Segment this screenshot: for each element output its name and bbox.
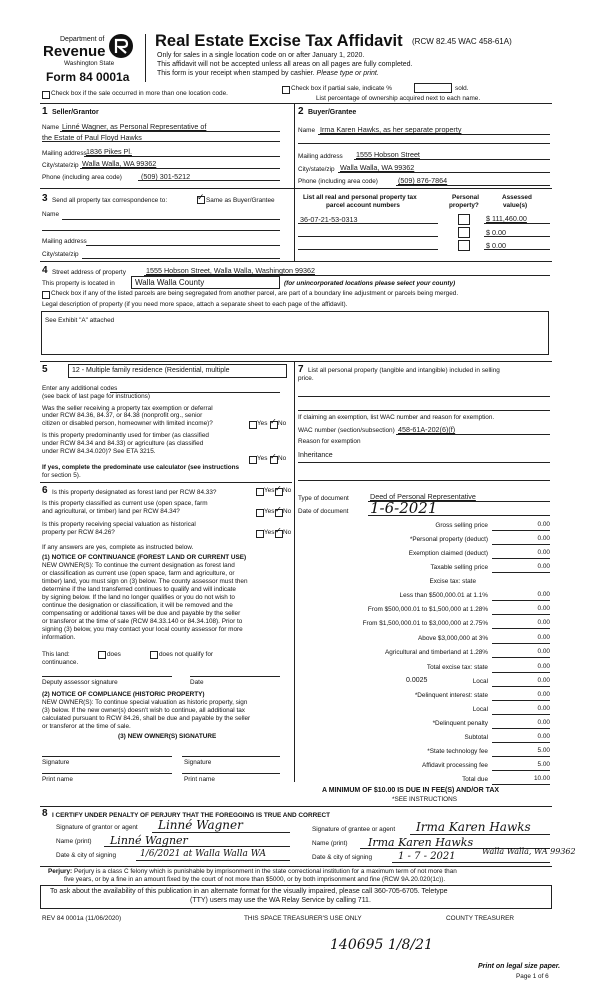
q-forest-no-check-icon: ✓ — [275, 484, 282, 493]
tax-agri-value[interactable]: 0.00 — [537, 648, 550, 655]
notice-continuance-l5: by signing below. If the land no longer qualifies or you do not wish to — [42, 594, 235, 601]
grantor-date-value[interactable]: 1/6/2021 at Walla Walla WA — [140, 849, 267, 859]
county-treasurer-label: COUNTY TREASURER — [446, 915, 514, 922]
q-exemption-2: under RCW 84.36, 84.37, or 84.38 (nonprofit org., senior — [42, 412, 203, 419]
land-does-not-label: does not qualify for — [159, 651, 213, 658]
q-historic-2: property per RCW 84.26? — [42, 529, 115, 536]
q-timber-3: under RCW 84.34.020)? See ETA 3215. — [42, 448, 156, 455]
q-timber-2: under RCW 84.34 and 84.33) or agriculture (as classified — [42, 440, 204, 447]
tax-tier2-label: From $500,000.01 to $1,500,000 at 1.28% — [367, 606, 488, 613]
land-does-checkbox[interactable] — [98, 651, 106, 659]
doc-date-label: Date of document — [298, 508, 349, 515]
parcel-header-1: List all real and personal property tax — [303, 194, 417, 201]
legal-paper-note: Print on legal size paper. — [478, 963, 561, 970]
new-owner-sig-title: (3) NEW OWNER(S) SIGNATURE — [118, 733, 217, 740]
grantee-sig-label: Signature of grantee or agent — [312, 826, 396, 833]
form-rcw: (RCW 82.45 WAC 458-61A) — [412, 37, 512, 46]
grantor-name-value[interactable]: Linné Wagner — [110, 834, 188, 847]
tax-tier3-value[interactable]: 0.00 — [537, 619, 550, 626]
notice-continuance-l3: timber) land, you must sign on (3) below. The county assessor must then — [42, 578, 248, 585]
tax-delinq-int-local-value[interactable]: 0.00 — [537, 705, 550, 712]
seller-mail-label: Mailing address — [42, 150, 87, 157]
q-timber-yes-checkbox[interactable] — [249, 456, 257, 464]
notice-continuance-l4: determine if the land transferred continues to qualify and will indicate — [42, 586, 236, 593]
same-as-buyer-label: Same as Buyer/Grantee — [206, 197, 275, 204]
certify-statement: I CERTIFY UNDER PENALTY OF PERJURY THAT THE FOREGOING IS TRUE AND CORRECT — [52, 812, 331, 819]
seller-phone-value[interactable]: (509) 301-5212 — [141, 172, 191, 181]
street-label: Street address of property — [52, 269, 126, 276]
grantee-city-value[interactable]: Walla Walla, WA 99362 — [482, 847, 576, 856]
notice-continuance-l7: compensating or additional taxes will be due and payable by the seller — [42, 610, 241, 617]
new-owner-print-label-2: Print name — [184, 776, 215, 783]
doc-type-label: Type of document — [298, 495, 349, 502]
grantor-name-label: Name (print) — [56, 838, 92, 845]
section1-number: 1 — [42, 106, 48, 117]
notice-historic-l3: calculated pursuant to RCW 84.26, shall be due and payable by the seller — [42, 715, 251, 722]
tax-gross-label: Gross selling price — [435, 522, 488, 529]
dept-label: Department of — [60, 36, 105, 43]
notice-continuance-l2: or classification as current use (open space, farm and agriculture, or — [42, 570, 235, 577]
tax-personal-value[interactable]: 0.00 — [537, 535, 550, 542]
grantee-name-value[interactable]: Irma Karen Hawks — [368, 836, 474, 849]
q-exemption-no-check-icon: ✓ — [270, 417, 277, 426]
buyer-name-label: Name — [298, 127, 316, 134]
tax-personal-label: *Personal property (deduct) — [409, 536, 488, 543]
q-timber-yes-label: Yes — [257, 455, 268, 462]
legal-desc-textarea[interactable]: See Exhibit "A" attached — [41, 311, 549, 355]
parcel-header-2: Personal — [452, 194, 479, 201]
tax-local-label: Local — [472, 678, 488, 685]
if-yes-note: If any answers are yes, complete as instructed below. — [42, 544, 194, 551]
q-current-use-2: and agricultural, or timber) land per RCW 84.34? — [42, 508, 180, 515]
tax-subtotal-value[interactable]: 0.00 — [537, 733, 550, 740]
q-exemption-yes-checkbox[interactable] — [249, 421, 257, 429]
tax-taxable-value[interactable]: 0.00 — [537, 563, 550, 570]
tax-delinq-int-state-label: *Delinquent interest: state — [414, 692, 488, 699]
segregated-label: Check box if any of the listed parcels are being segregated from another parcel, are part of a boundary line adjustment or parcels being merged. — [51, 290, 459, 297]
personal-property-label: List all personal property (tangible and intangible) included in selling — [308, 367, 500, 374]
tax-exemption-label: Exemption claimed (deduct) — [408, 550, 488, 557]
exemption-note: If claiming an exemption, list WAC number and reason for exemption. — [298, 414, 495, 421]
rev-number: REV 84 0001a (11/06/2020) — [42, 915, 122, 922]
seller-city-label: City/state/zip — [42, 162, 79, 169]
notice-continuance-title: (1) NOTICE OF CONTINUANCE (FOREST LAND OR CURRENT USE) — [42, 554, 247, 561]
doc-type-value[interactable]: Deed of Personal Representative — [370, 492, 476, 501]
tax-gross-value[interactable]: 0.00 — [537, 521, 550, 528]
perjury-label: Perjury: — [48, 868, 73, 875]
minimum-due-note: A MINIMUM OF $10.00 IS DUE IN FEE(S) AND/OR TAX — [322, 787, 500, 794]
tax-tier1-value[interactable]: 0.00 — [537, 591, 550, 598]
notice-historic-title: (2) NOTICE OF COMPLIANCE (HISTORIC PROPERTY) — [42, 691, 205, 698]
q-current-use-no-check-icon: ✓ — [275, 505, 282, 514]
street-value[interactable]: 1555 Hobson Street, Walla Walla, Washington 99362 — [146, 266, 315, 275]
buyer-name-value[interactable]: Irma Karen Hawks, as her separate property — [320, 125, 462, 134]
parcel-row-1-personal-checkbox[interactable] — [458, 214, 470, 225]
header-line3-italic: Please type or print. — [316, 70, 379, 77]
deputy-date-label: Date — [190, 679, 204, 686]
wac-label: WAC number (section/subsection) — [298, 427, 395, 434]
located-label: This property is located in — [42, 280, 115, 287]
tax-tech-fee-label: *State technology fee — [427, 748, 488, 755]
parcel-header-3b: value(s) — [503, 202, 528, 209]
notice-historic-l1: NEW OWNER(S): To continue special valuation as historic property, sign — [42, 699, 248, 706]
q-forest: Is this property designated as forest land per RCW 84.33? — [52, 489, 217, 496]
new-owner-print-label-1: Print name — [42, 776, 73, 783]
notice-continuance-l6: continue the designation or classification, it will be removed and the — [42, 602, 233, 609]
q-current-use-yes-label: Yes — [264, 508, 275, 515]
tax-processing-fee-label: Affidavit processing fee — [422, 762, 488, 769]
form-title: Real Estate Excise Tax Affidavit — [155, 32, 403, 50]
partial-sale-checkbox[interactable] — [282, 86, 290, 94]
same-as-buyer-check-icon: ✓ — [197, 192, 205, 202]
section5-number: 5 — [42, 364, 48, 375]
seller-phone-label: Phone (including area code) — [42, 174, 122, 181]
q-historic-yes-label: Yes — [264, 529, 275, 536]
section3-number: 3 — [42, 193, 48, 204]
seller-name-label: Name — [42, 124, 60, 131]
treasurer-only-label: THIS SPACE TREASURER'S USE ONLY — [244, 915, 362, 922]
multi-location-label: Check box if the sale occurred in more than one location code. — [51, 90, 228, 97]
corr-mail-label: Mailing address — [42, 238, 87, 245]
section8-number: 8 — [42, 808, 48, 819]
seller-name-value-2[interactable]: the Estate of Paul Floyd Hawks — [42, 133, 142, 142]
q-exemption-no-label: No — [278, 420, 287, 427]
tax-taxable-label: Taxable selling price — [430, 564, 488, 571]
see-instructions-note: *SEE INSTRUCTIONS — [392, 796, 457, 803]
personal-property-label-2: price. — [298, 375, 314, 382]
tax-delinq-int-state-value[interactable]: 0.00 — [537, 691, 550, 698]
new-owner-sig-label-1: Signature — [42, 759, 70, 766]
q-historic-yes-checkbox[interactable] — [256, 530, 264, 538]
tax-local-value[interactable]: 0.00 — [537, 677, 550, 684]
parcel-row-1-acct[interactable]: 36-07-21-53-0313 — [300, 215, 358, 224]
see-back-note: (see back of last page for instructions) — [42, 393, 150, 400]
legal-desc-label: Legal description of property (if you need more space, attach a separate sheet to each page of the affidavit). — [42, 301, 348, 308]
segregated-checkbox[interactable] — [42, 291, 50, 299]
buyer-phone-label: Phone (including area code) — [298, 178, 378, 185]
tax-excise-state-label: Excise tax: state — [429, 578, 476, 585]
tax-processing-fee-value[interactable]: 5.00 — [537, 761, 550, 768]
tax-tech-fee-value[interactable]: 5.00 — [537, 747, 550, 754]
parcel-header-2b: property? — [449, 202, 479, 209]
q-timber-no-label: No — [278, 455, 287, 462]
notice-continuance-l9: signing (3) below, you may contact your local county assessor for more — [42, 626, 243, 633]
multi-location-checkbox[interactable] — [42, 91, 50, 99]
ownership-note: List percentage of ownership acquired next to each name. — [316, 95, 481, 102]
tax-tier4-label: Above $3,000,000 at 3% — [418, 635, 488, 642]
section2-title: Buyer/Grantee — [308, 109, 357, 116]
section1-title: Seller/Grantor — [52, 109, 99, 116]
perjury-text: Perjury is a class C felony which is punishable by imprisonment in the state correctional institution for a maximum term of not more than — [73, 868, 457, 875]
q-forest-no-label: No — [283, 487, 292, 494]
form-number: Form 84 0001a — [46, 70, 130, 84]
land-does-label: does — [107, 651, 121, 658]
tax-tier3-label: From $1,500,000.01 to $3,000,000 at 2.75% — [362, 620, 488, 627]
section2-number: 2 — [298, 106, 304, 117]
tax-total-state-label: Total excise tax: state — [426, 664, 488, 671]
additional-codes-label: Enter any additional codes — [42, 385, 118, 392]
header-line1: Only for sales in a single location code on or after January 1, 2020. — [157, 52, 365, 59]
notice-historic-l2: (3) below. If the new owner(s) doesn't wish to continue, all additional tax — [42, 707, 245, 714]
buyer-city-label: City/state/zip — [298, 166, 335, 173]
partial-sale-label: Check box if partial sale, indicate % — [291, 85, 392, 92]
treasurer-stamp: 140695 1/8/21 — [330, 937, 433, 953]
tax-total-state-value[interactable]: 0.00 — [537, 663, 550, 670]
continuance-label: continuance. — [42, 659, 79, 666]
reason-value[interactable]: Inheritance — [298, 452, 333, 459]
q-timber-no-check-icon: ✓ — [270, 452, 277, 461]
tax-local-rate: 0.0025 — [406, 677, 428, 684]
tax-delinq-penalty-value[interactable]: 0.00 — [537, 719, 550, 726]
q-historic-1: Is this property receiving special valuation as historical — [42, 521, 196, 528]
corr-name-label: Name — [42, 211, 60, 218]
buyer-city-value[interactable]: Walla Walla, WA 99362 — [340, 163, 415, 172]
grantee-name-label: Name (print) — [312, 840, 348, 847]
county-select[interactable]: Walla Walla County — [131, 276, 280, 289]
perjury-text-2: five years, or by a fine in an amount fixed by the court of not more than $5000, or by both imprisonment and fine (RCW 9A.20.020(1c)). — [64, 876, 446, 883]
partial-sale-sold: sold. — [455, 85, 469, 92]
buyer-phone-value[interactable]: (509) 876-7864 — [398, 176, 448, 185]
q-exemption-1: Was the seller receiving a property tax exemption or deferral — [42, 405, 213, 412]
tax-delinq-penalty-label: *Delinquent penalty — [432, 720, 488, 727]
q-timber-5: for section 5). — [42, 472, 81, 479]
grantor-date-label: Date & city of signing — [56, 852, 117, 859]
tax-total-due-label: Total due — [462, 776, 488, 783]
parcel-row-1-value[interactable]: $ 111,460.00 — [486, 214, 527, 223]
seller-city-value[interactable]: Walla Walla, WA 99362 — [82, 159, 157, 168]
buyer-mail-label: Mailing address — [298, 153, 343, 160]
q-current-use-1: Is this property classified as current use (open space, farm — [42, 500, 208, 507]
q-current-use-yes-checkbox[interactable] — [256, 509, 264, 517]
notice-historic-l4: or transferor at the time of sale. — [42, 723, 131, 730]
grantee-date-value[interactable]: 1 - 7 - 2021 — [398, 851, 456, 862]
doc-date-value[interactable]: 1-6-2021 — [370, 499, 438, 517]
deputy-assessor-label: Deputy assessor signature — [42, 679, 118, 686]
new-owner-sig-label-2: Signature — [184, 759, 212, 766]
grantor-signature[interactable]: Linné Wagner — [158, 818, 243, 832]
q-historic-no-label: No — [283, 529, 292, 536]
seller-mail-value[interactable]: 1836 Pikes Pl. — [86, 147, 132, 156]
tax-agri-label: Agricultural and timberland at 1.28% — [384, 649, 488, 656]
q-forest-yes-label: Yes — [264, 487, 275, 494]
section3-text: Send all property tax correspondence to: — [52, 197, 168, 204]
page-number: Page 1 of 6 — [516, 973, 549, 980]
land-use-code-select[interactable]: 12 - Multiple family residence (Residential, multiple — [68, 364, 287, 378]
section7-number: 7 — [298, 364, 304, 375]
seller-name-value[interactable]: Linné Wagner, as Personal Representative of — [62, 122, 207, 131]
q-exemption-yes-label: Yes — [257, 420, 268, 427]
this-land-label: This land: — [42, 651, 70, 658]
buyer-mail-value[interactable]: 1555 Hobson Street — [356, 150, 420, 159]
parcel-row-2-value[interactable]: $ 0.00 — [486, 228, 506, 237]
q-timber-4: If yes, complete the predominate use calculator (see instructions — [42, 464, 240, 471]
notice-continuance-l8: or transferor at the time of sale (RCW 84.33.140 or 84.34.108). Prior to — [42, 618, 243, 625]
accessibility-text-2: (TTY) users may use the WA Relay Service by calling 711. — [190, 897, 371, 904]
notice-continuance-l10: information. — [42, 634, 76, 641]
dept-state: Washington State — [64, 60, 115, 67]
q-forest-yes-checkbox[interactable] — [256, 488, 264, 496]
wac-value[interactable]: 458-61A-202(6)(f) — [398, 425, 456, 434]
tax-tier4-value[interactable]: 0.00 — [537, 634, 550, 641]
grantor-sig-label: Signature of grantor or agent — [56, 824, 138, 831]
land-does-not-checkbox[interactable] — [150, 651, 158, 659]
q-current-use-no-label: No — [283, 508, 292, 515]
q-historic-no-check-icon: ✓ — [275, 526, 282, 535]
tax-tier1-label: Less than $500,000.01 at 1.1% — [399, 592, 488, 599]
tax-total-due-value[interactable]: 10.00 — [534, 775, 550, 782]
header-line2: This affidavit will not be accepted unless all areas on all pages are fully completed. — [157, 61, 413, 68]
grantee-signature[interactable]: Irma Karen Hawks — [416, 820, 531, 834]
corr-city-label: City/state/zip — [42, 251, 79, 258]
section6-number: 6 — [42, 485, 48, 496]
dept-revenue: Revenue — [43, 43, 106, 60]
tax-exemption-value[interactable]: 0.00 — [537, 549, 550, 556]
section4-number: 4 — [42, 265, 48, 276]
parcel-row-2-personal-checkbox[interactable] — [458, 227, 470, 238]
q-timber-1: Is this property predominantly used for timber (as classified — [42, 432, 209, 439]
tax-tier2-value[interactable]: 0.00 — [537, 605, 550, 612]
parcel-row-3-personal-checkbox[interactable] — [458, 240, 470, 251]
grantee-date-label: Date & city of signing — [312, 854, 373, 861]
header-line3: This form is your receipt when stamped by cashier. — [157, 70, 315, 77]
tax-delinq-int-local-label: Local — [472, 706, 488, 713]
tax-subtotal-label: Subtotal — [464, 734, 488, 741]
county-note: (for unincorporated locations please select your county) — [284, 280, 456, 287]
q-exemption-3: citizen or disabled person, homeowner with limited income)? — [42, 420, 213, 427]
accessibility-text: To ask about the availability of this publication in an alternate format for the visually impaired, please call 360-705-6705. Teletype — [50, 888, 448, 895]
parcel-header-1b: parcel account numbers — [326, 202, 400, 209]
partial-sale-percent-input[interactable] — [414, 83, 452, 93]
parcel-row-3-value[interactable]: $ 0.00 — [486, 241, 506, 250]
reason-label: Reason for exemption — [298, 438, 361, 445]
parcel-header-3: Assessed — [502, 194, 532, 201]
notice-continuance-l1: NEW OWNER(S): To continue the current designation as forest land — [42, 562, 235, 569]
